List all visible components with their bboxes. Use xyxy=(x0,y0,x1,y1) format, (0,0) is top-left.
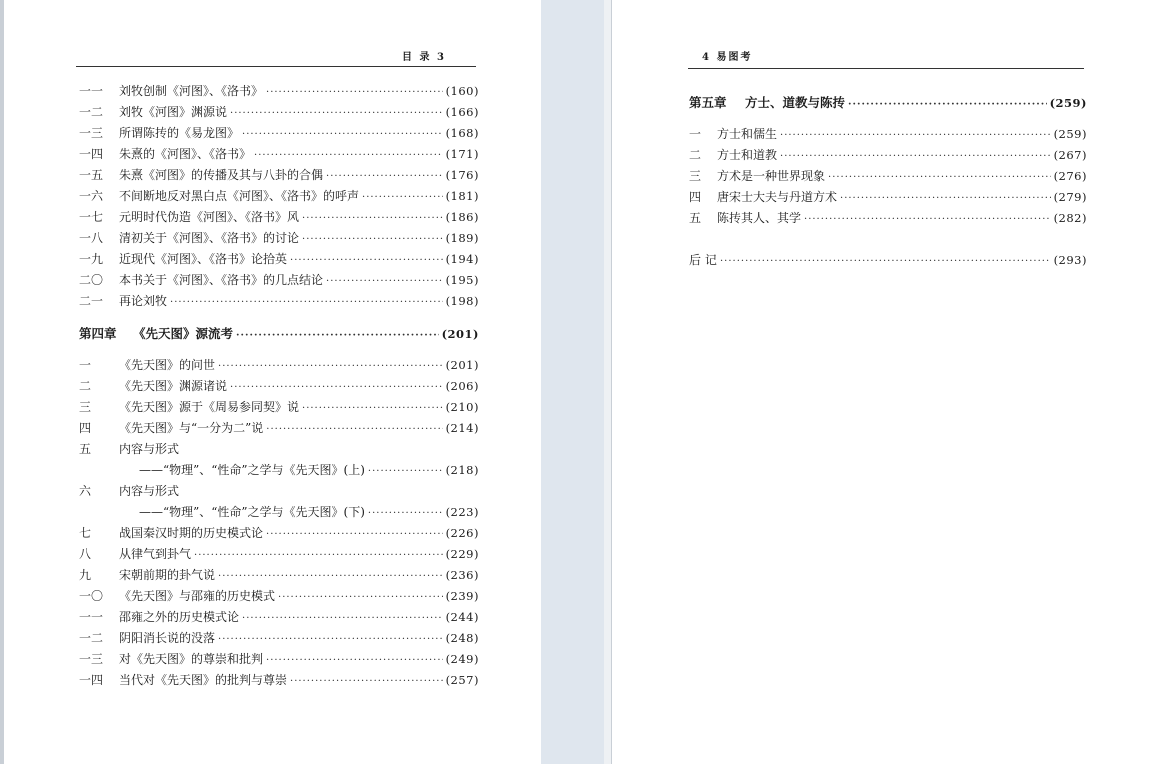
toc-entry-page: (229) xyxy=(445,547,479,561)
toc-entry-page: (210) xyxy=(445,400,479,414)
leader-dots xyxy=(242,613,443,624)
toc-entry-title: 方术是一种世界现象 xyxy=(717,169,826,183)
toc-entry-title: 《先天图》与邵雍的历史模式 xyxy=(119,589,276,603)
toc-entry-page: (194) xyxy=(445,252,479,266)
toc-entry-title: 方士、道教与陈抟 xyxy=(745,95,846,110)
toc-entry-number: 二一 xyxy=(79,294,104,308)
toc-entry-title: 《先天图》与“一分为二”说 xyxy=(119,421,264,435)
leader-dots xyxy=(194,550,443,561)
toc-entry-page: (171) xyxy=(445,147,479,161)
toc-entry xyxy=(79,103,479,121)
toc-entry-number: 五 xyxy=(689,211,702,225)
toc-entry-number: 第五章 xyxy=(689,95,727,110)
toc-entry xyxy=(79,461,479,479)
toc-entry-title: 近现代《河图》、《洛书》论拾英 xyxy=(119,252,288,266)
toc-chapter-entry xyxy=(79,324,479,342)
leader-dots xyxy=(266,87,443,98)
toc-entry xyxy=(689,146,1087,164)
toc-entry-number: 一四 xyxy=(79,673,104,687)
toc-entry-number: 第四章 xyxy=(79,326,117,341)
toc-entry-title: 刘牧《河图》渊源说 xyxy=(119,105,228,119)
toc-entry xyxy=(79,503,479,521)
toc-entry-number: 一七 xyxy=(79,210,104,224)
toc-entry-number: 五 xyxy=(79,442,92,456)
toc-entry-title: 对《先天图》的尊崇和批判 xyxy=(119,652,264,666)
toc-entry xyxy=(79,671,479,689)
toc-entry-title: 方士和儒生 xyxy=(717,127,778,141)
toc-entry-page: (282) xyxy=(1053,211,1087,225)
running-head-right: 4 易图考 xyxy=(702,52,753,63)
toc-entry xyxy=(79,629,479,647)
toc-entry-title: 朱熹《河图》的传播及其与八卦的合偶 xyxy=(119,168,324,182)
leader-dots xyxy=(302,234,443,245)
toc-entry-number: 七 xyxy=(79,526,92,540)
toc-entry-number: 三 xyxy=(689,169,702,183)
leader-dots xyxy=(840,193,1051,204)
toc-entry-page: (189) xyxy=(445,231,479,245)
toc-entry-page: (257) xyxy=(445,673,479,687)
running-head-left: 目 录 3 xyxy=(402,52,446,63)
toc-entry-title: 《先天图》源流考 xyxy=(133,326,234,341)
leader-dots xyxy=(368,508,443,519)
toc-entry-page: (293) xyxy=(1053,253,1087,267)
leader-dots xyxy=(266,424,442,435)
header-rule-right xyxy=(688,68,1084,69)
toc-entry-page: (226) xyxy=(445,526,479,540)
toc-entry xyxy=(79,587,479,605)
toc-entry-title: 再论刘牧 xyxy=(119,294,168,308)
toc-entry xyxy=(79,292,479,310)
toc-entry-page: (279) xyxy=(1053,190,1087,204)
toc-entry-page: (259) xyxy=(1053,127,1087,141)
toc-entry xyxy=(79,208,479,226)
toc-entry-page: (166) xyxy=(445,105,479,119)
leader-dots xyxy=(290,255,443,266)
toc-entry-page: (239) xyxy=(445,589,479,603)
leader-dots xyxy=(266,655,443,666)
toc-entry xyxy=(79,271,479,289)
toc-entry-title: 宋朝前期的卦气说 xyxy=(119,568,216,582)
toc-entry-page: (181) xyxy=(445,189,479,203)
toc-entry-title: 刘牧创制《河图》、《洛书》 xyxy=(119,84,264,98)
leader-dots xyxy=(278,592,443,603)
toc-entry xyxy=(689,167,1087,185)
toc-entry-number: 一三 xyxy=(79,126,104,140)
leader-dots xyxy=(828,172,1051,183)
toc-entry xyxy=(79,166,479,184)
leader-dots xyxy=(326,171,443,182)
toc-entry-title: 元明时代伪造《河图》、《洛书》风 xyxy=(119,210,300,224)
toc-entry-number: 后 记 xyxy=(689,253,717,267)
toc-entry-number: 八 xyxy=(79,547,92,561)
toc-entry-page: (244) xyxy=(445,610,479,624)
toc-entry-title: ——“物理”、“性命”之学与《先天图》(上) xyxy=(139,463,365,477)
toc-entry-number: 三 xyxy=(79,400,92,414)
toc-entry xyxy=(79,398,479,416)
toc-entry-page: (249) xyxy=(445,652,479,666)
leader-dots xyxy=(218,634,443,645)
toc-entry-title: 方士和道教 xyxy=(717,148,778,162)
toc-entry-number: 四 xyxy=(79,421,92,435)
toc-entry-title: 不间断地反对黑白点《河图》、《洛书》的呼声 xyxy=(119,189,360,203)
leader-dots xyxy=(236,330,439,341)
toc-entry xyxy=(79,356,479,374)
toc-entry xyxy=(689,209,1087,227)
toc-entry-page: (218) xyxy=(445,463,479,477)
toc-entry-number: 一八 xyxy=(79,231,104,245)
toc-entry xyxy=(79,229,479,247)
toc-entry-number: 一 xyxy=(689,127,702,141)
toc-entry-page: (201) xyxy=(445,358,479,372)
toc-entry-number: 一 xyxy=(79,358,92,372)
toc-entry xyxy=(79,82,479,100)
page-gutter xyxy=(604,0,611,764)
leader-dots xyxy=(780,130,1051,141)
toc-entry xyxy=(79,145,479,163)
leader-dots xyxy=(170,297,443,308)
toc-entry-page: (198) xyxy=(445,294,479,308)
toc-entry-title: 战国秦汉时期的历史模式论 xyxy=(119,526,264,540)
toc-entry-page: (236) xyxy=(445,568,479,582)
toc-entry-title: 所谓陈抟的《易龙图》 xyxy=(119,126,240,140)
toc-entry xyxy=(79,440,479,458)
toc-entry-page: (206) xyxy=(445,379,479,393)
leader-dots xyxy=(804,214,1051,225)
toc-entry-number: 六 xyxy=(79,484,92,498)
toc-entry-page: (267) xyxy=(1053,148,1087,162)
toc-entry xyxy=(79,124,479,142)
toc-entry xyxy=(79,524,479,542)
leader-dots xyxy=(218,571,443,582)
leader-dots xyxy=(290,676,443,687)
toc-entry-page: (168) xyxy=(445,126,479,140)
toc-entry-title: 《先天图》源于《周易参同契》说 xyxy=(119,400,300,414)
leader-dots xyxy=(302,403,443,414)
toc-entry-number: 四 xyxy=(689,190,702,204)
toc-entry-number: 二 xyxy=(79,379,92,393)
toc-entry-page: (276) xyxy=(1053,169,1087,183)
header-rule-left xyxy=(76,66,476,67)
leader-dots xyxy=(720,256,1051,267)
toc-entry-number: 一二 xyxy=(79,631,104,645)
toc-entry xyxy=(689,188,1087,206)
leader-dots xyxy=(218,361,443,372)
toc-entry-title: ——“物理”、“性命”之学与《先天图》(下) xyxy=(139,505,365,519)
toc-entry-number: 一六 xyxy=(79,189,104,203)
leader-dots xyxy=(230,382,443,393)
leader-dots xyxy=(302,213,443,224)
leader-dots xyxy=(242,129,443,140)
toc-entry-title: 阴阳消长说的没落 xyxy=(119,631,216,645)
toc-entry-title: 陈抟其人、其学 xyxy=(717,211,802,225)
toc-entry-number: 一一 xyxy=(79,610,104,624)
toc-entry-title: 邵雍之外的历史模式论 xyxy=(119,610,240,624)
toc-entry xyxy=(79,250,479,268)
toc-entry xyxy=(79,187,479,205)
toc-entry-number: 一二 xyxy=(79,105,104,119)
toc-entry xyxy=(79,608,479,626)
toc-entry xyxy=(79,566,479,584)
toc-entry xyxy=(79,419,479,437)
leader-dots xyxy=(368,466,443,477)
toc-entry xyxy=(689,251,1087,269)
left-page xyxy=(0,0,541,764)
leader-dots xyxy=(254,150,443,161)
toc-list-right xyxy=(689,93,1087,293)
toc-entry-number: 二〇 xyxy=(79,273,104,287)
toc-entry-page: (259) xyxy=(1049,96,1087,110)
toc-entry-number: 一一 xyxy=(79,84,104,98)
toc-entry xyxy=(79,650,479,668)
toc-entry-title: 本书关于《河图》、《洛书》的几点结论 xyxy=(119,273,324,287)
toc-entry-number: 一四 xyxy=(79,147,104,161)
toc-entry-title: 内容与形式 xyxy=(119,484,180,498)
toc-entry-title: 《先天图》的问世 xyxy=(119,358,216,372)
toc-entry-title: 唐宋士大夫与丹道方术 xyxy=(717,190,838,204)
toc-entry-number: 二 xyxy=(689,148,702,162)
toc-entry xyxy=(689,125,1087,143)
toc-entry xyxy=(79,482,479,500)
leader-dots xyxy=(266,529,443,540)
toc-entry-number: 九 xyxy=(79,568,92,582)
toc-entry-page: (201) xyxy=(441,327,479,341)
toc-entry xyxy=(79,545,479,563)
toc-entry-page: (214) xyxy=(445,421,479,435)
toc-entry-title: 内容与形式 xyxy=(119,442,180,456)
toc-chapter-entry xyxy=(689,93,1087,111)
toc-entry-number: 一五 xyxy=(79,168,104,182)
toc-entry-title: 从律气到卦气 xyxy=(119,547,192,561)
toc-entry-number: 一三 xyxy=(79,652,104,666)
toc-entry-page: (248) xyxy=(445,631,479,645)
leader-dots xyxy=(230,108,443,119)
toc-entry-title: 当代对《先天图》的批判与尊崇 xyxy=(119,673,288,687)
toc-entry-title: 清初关于《河图》、《洛书》的讨论 xyxy=(119,231,300,245)
toc-entry-page: (223) xyxy=(445,505,479,519)
toc-entry-number: 一九 xyxy=(79,252,104,266)
right-page xyxy=(611,0,1149,764)
toc-entry-page: (195) xyxy=(445,273,479,287)
leader-dots xyxy=(780,151,1051,162)
toc-entry-page: (186) xyxy=(445,210,479,224)
toc-entry-page: (160) xyxy=(445,84,479,98)
toc-entry-title: 朱熹的《河图》、《洛书》 xyxy=(119,147,252,161)
toc-list-left xyxy=(79,82,479,702)
leader-dots xyxy=(362,192,443,203)
toc-entry-title: 《先天图》渊源诸说 xyxy=(119,379,228,393)
toc-entry xyxy=(79,377,479,395)
leader-dots xyxy=(326,276,443,287)
leader-dots xyxy=(848,99,1047,110)
toc-entry-number: 一〇 xyxy=(79,589,104,603)
toc-entry-page: (176) xyxy=(445,168,479,182)
